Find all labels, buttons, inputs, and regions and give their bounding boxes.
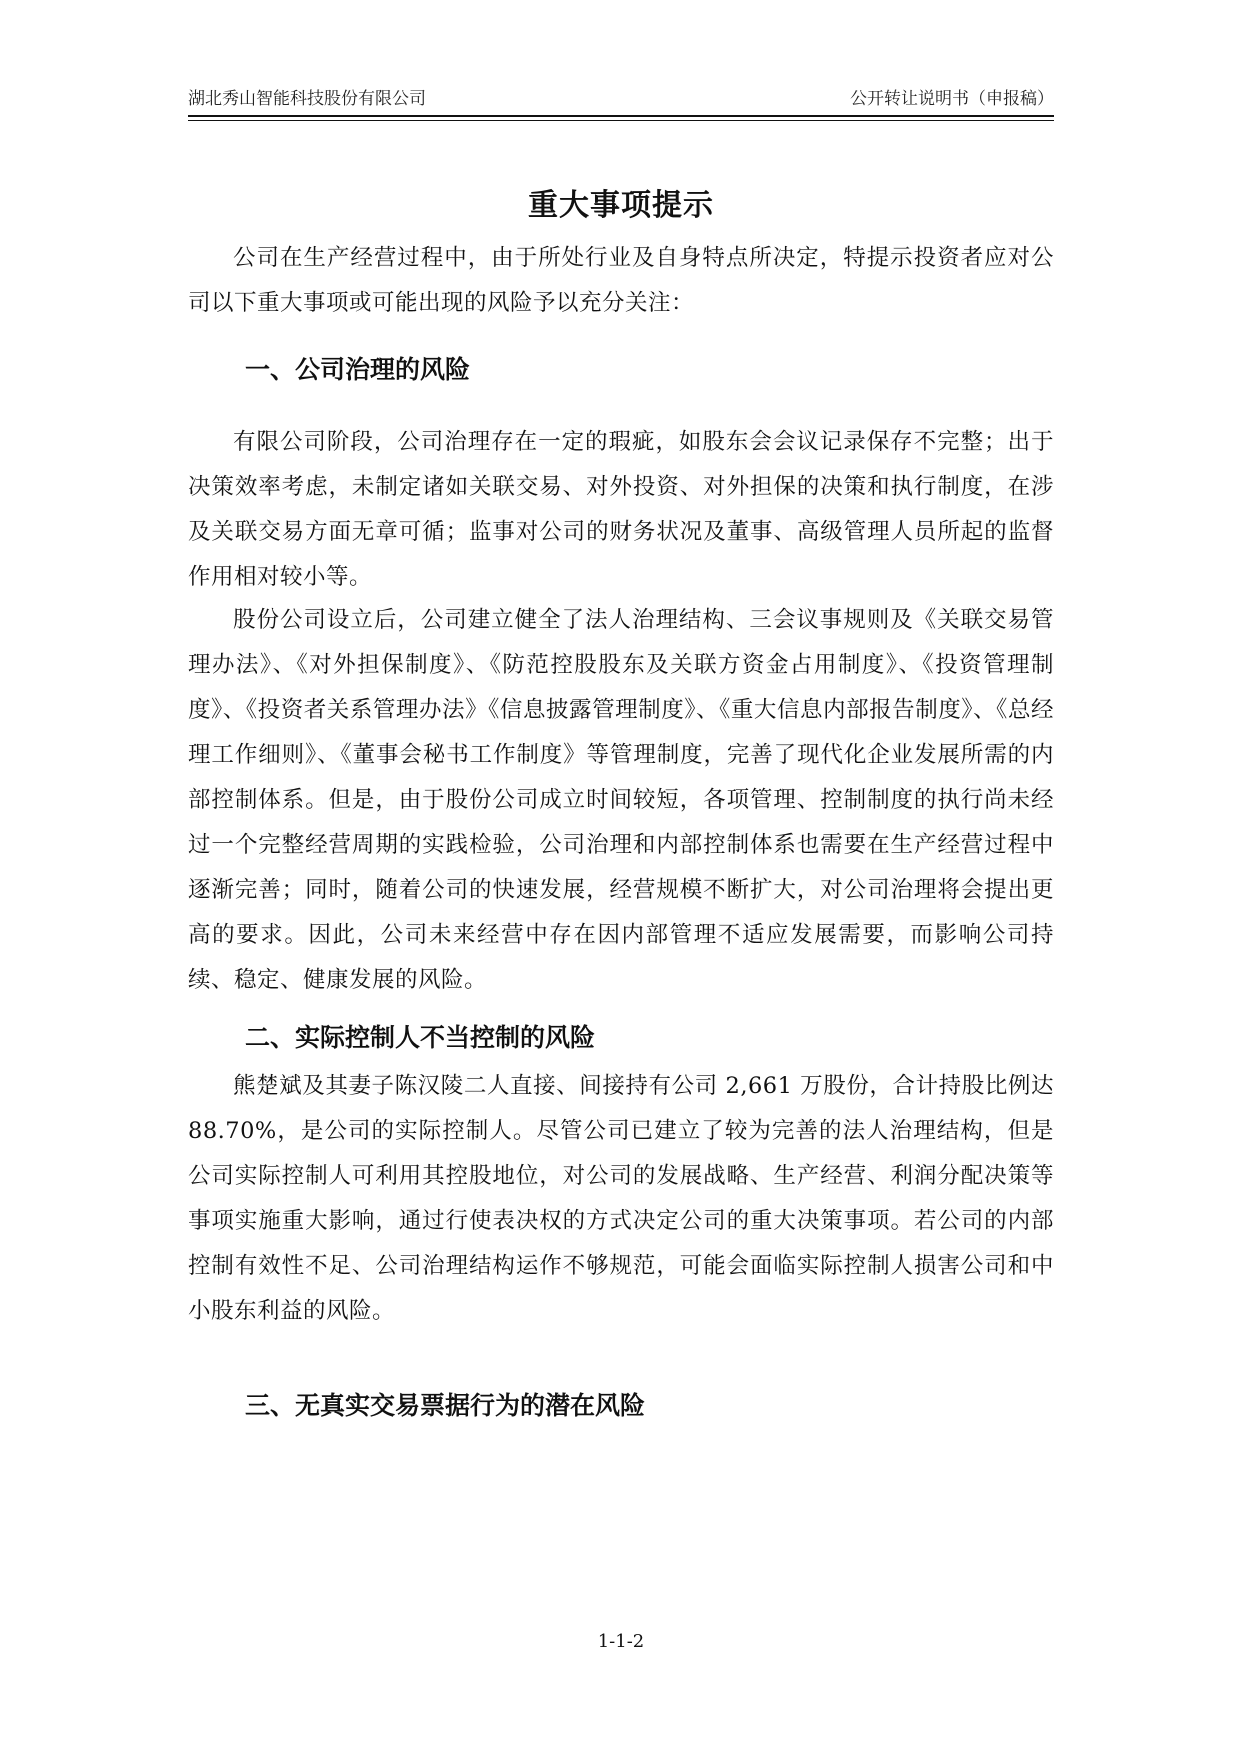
governance-paragraph-1: 有限公司阶段，公司治理存在一定的瑕疵，如股东会会议记录保存不完整；出于决策效率考虑，未制定诸如关联交易、对外投资、对外担保的决策和执行制度，在涉及关联交易方面无章可循；监事对公司的财务状况及董事、高级管理人员所起的监督作用相对较小等。 [188,429,1054,590]
header-rule [188,115,1054,117]
page-header [188,86,1054,116]
intro-paragraph: 公司在生产经营过程中，由于所处行业及自身特点所决定，特提示投资者应对公司以下重大事项或可能出现的风险予以充分关注： [188,245,1054,316]
header-rule-thin [188,120,1054,121]
controller-paragraph-1: 熊楚斌及其妻子陈汉陵二人直接、间接持有公司 2,661 万股份，合计持股比例达 88.70%，是公司的实际控制人。尽管公司已建立了较为完善的法人治理结构，但是公司实际控制人可利用其控股地位，对公司的发展战略、生产经营、利润分配决策等事项实施重大影响，通过行使表决权的方式决定公司的重大决策事项。若公司的内部控制有效性不足、公司治理结构运作不够规范，可能会面临实际控制人损害公司和中小股东利益的风险。 [188,1073,1054,1324]
section-heading-bill-risk: 三、无真实交易票据行为的潜在风险 [245,1391,646,1420]
governance-paragraph-2: 股份公司设立后，公司建立健全了法人治理结构、三会议事规则及《关联交易管理办法》、《对外担保制度》、《防范控股股东及关联方资金占用制度》、《投资管理制度》、《投资者关系管理办法》《信息披露管理制度》、《重大信息内部报告制度》、《总经理工作细则》、《董事会秘书工作制度》等管理制度，完善了现代化企业发展所需的内部控制体系。但是，由于股份公司成立时间较短，各项管理、控制制度的执行尚未经过一个完整经营周期的实践检验，公司治理和内部控制体系也需要在生产经营过程中逐渐完善；同时，随着公司的快速发展，经营规模不断扩大，对公司治理将会提出更高的要求。因此，公司未来经营中存在因内部管理不适应发展需要，而影响公司持续、稳定、健康发展的风险。 [188,607,1054,993]
section-heading-controller-risk: 二、实际控制人不当控制的风险 [245,1023,596,1052]
page-title: 重大事项提示 [528,188,714,223]
header-company-name: 湖北秀山智能科技股份有限公司 [188,89,426,109]
header-document-type: 公开转让说明书（申报稿） [850,89,1054,109]
section-heading-governance-risk: 一、公司治理的风险 [245,355,471,384]
page-number: 1-1-2 [597,1631,645,1652]
